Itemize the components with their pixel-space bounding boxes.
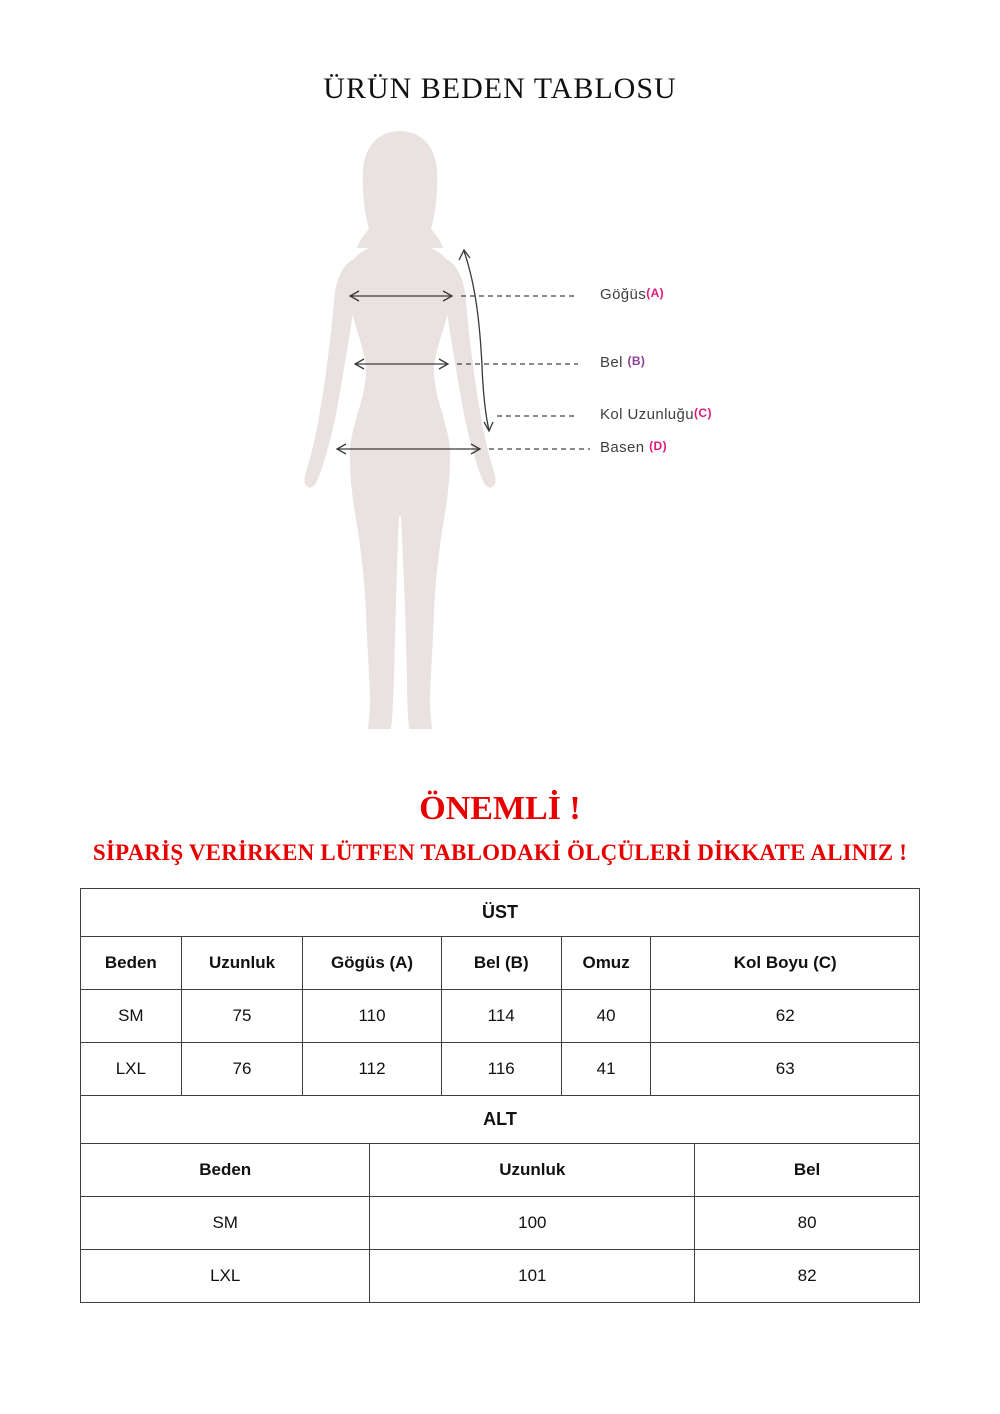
table-cell: LXL bbox=[81, 1250, 370, 1303]
table-cell: LXL bbox=[81, 1043, 182, 1096]
body-shape bbox=[304, 131, 495, 729]
table-row bbox=[81, 1197, 920, 1250]
table-cell: 80 bbox=[695, 1197, 920, 1250]
table-cell: 100 bbox=[370, 1197, 695, 1250]
table-row bbox=[81, 1043, 920, 1096]
page-title: ÜRÜN BEDEN TABLOSU bbox=[323, 72, 677, 105]
measure-label-text: Bel bbox=[600, 354, 628, 371]
table-cell: 63 bbox=[651, 1043, 920, 1096]
important-heading: ÖNEMLİ ! bbox=[419, 790, 581, 827]
column-header: Uzunluk bbox=[181, 937, 303, 990]
column-header: Bel (B) bbox=[441, 937, 561, 990]
table-cell: 114 bbox=[441, 990, 561, 1043]
section-row bbox=[81, 889, 920, 937]
table-cell: SM bbox=[81, 1197, 370, 1250]
measure-label-text: Göğüs bbox=[600, 286, 647, 303]
table-cell: 101 bbox=[370, 1250, 695, 1303]
measure-label-basen bbox=[600, 439, 667, 456]
table-section-title: ÜST bbox=[81, 889, 920, 937]
table-cell: SM bbox=[81, 990, 182, 1043]
table-cell: 75 bbox=[181, 990, 303, 1043]
table-cell: 76 bbox=[181, 1043, 303, 1096]
measure-label-kol-uzunlugu bbox=[600, 406, 712, 423]
table-cell: 62 bbox=[651, 990, 920, 1043]
table-section-title: ALT bbox=[81, 1096, 920, 1144]
measurement-diagram bbox=[0, 126, 1000, 774]
column-header: Uzunluk bbox=[370, 1144, 695, 1197]
table-cell: 82 bbox=[695, 1250, 920, 1303]
measure-label-bel bbox=[600, 354, 645, 371]
table-row bbox=[81, 990, 920, 1043]
table-cell: 116 bbox=[441, 1043, 561, 1096]
table-cell: 40 bbox=[561, 990, 651, 1043]
measure-label-code: (C) bbox=[694, 406, 712, 420]
size-table-ust bbox=[80, 888, 920, 1096]
column-header: Beden bbox=[81, 1144, 370, 1197]
table-cell: 110 bbox=[303, 990, 441, 1043]
column-header: Omuz bbox=[561, 937, 651, 990]
measure-label-code: (B) bbox=[627, 354, 646, 368]
measure-label-code: (A) bbox=[646, 286, 665, 300]
warning-text: SİPARİŞ VERİRKEN LÜTFEN TABLODAKİ ÖLÇÜLERİ DİKKATE ALINIZ ! bbox=[92, 840, 908, 865]
female-body-silhouette bbox=[0, 126, 1000, 774]
header-row bbox=[81, 937, 920, 990]
column-header: Beden bbox=[81, 937, 182, 990]
section-row bbox=[81, 1096, 920, 1144]
measure-label-text: Basen bbox=[600, 439, 650, 456]
header-row bbox=[81, 1144, 920, 1197]
table-row bbox=[81, 1250, 920, 1303]
column-header: Kol Boyu (C) bbox=[651, 937, 920, 990]
size-table-alt bbox=[80, 1095, 920, 1303]
table-cell: 112 bbox=[303, 1043, 441, 1096]
column-header: Gögüs (A) bbox=[303, 937, 441, 990]
column-header: Bel bbox=[695, 1144, 920, 1197]
measure-label-gogus bbox=[600, 286, 664, 303]
measure-label-text: Kol Uzunluğu bbox=[600, 406, 695, 423]
table-cell: 41 bbox=[561, 1043, 651, 1096]
measure-label-code: (D) bbox=[649, 439, 667, 453]
